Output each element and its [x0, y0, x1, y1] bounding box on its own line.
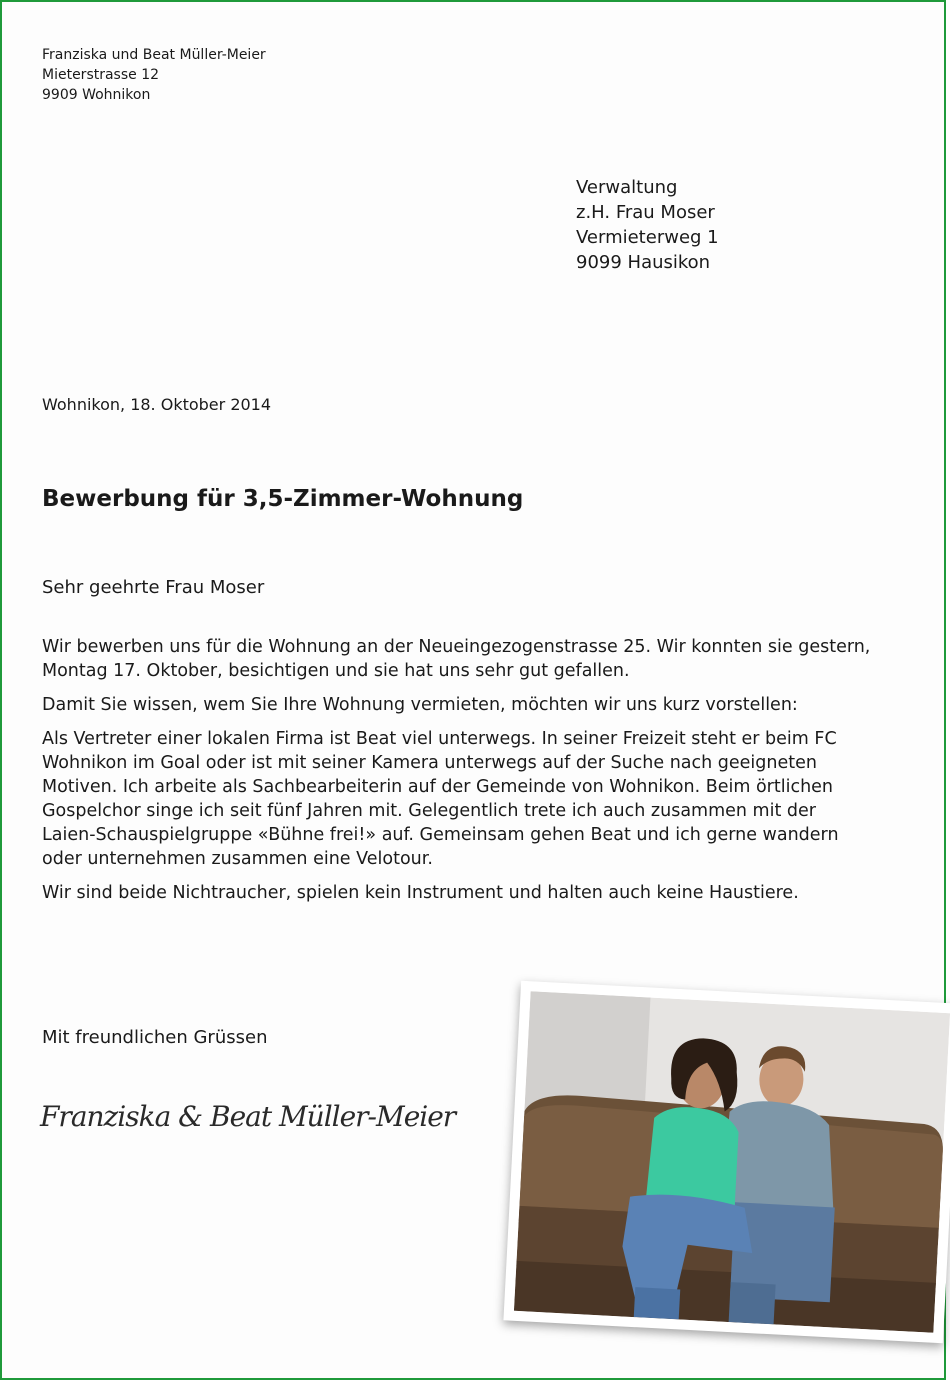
handwritten-signature: Franziska & Beat Müller-Meier [40, 1100, 456, 1133]
sender-name: Franziska und Beat Müller-Meier [42, 47, 266, 63]
paragraph: Als Vertreter einer lokalen Firma ist Beat viel unterwegs. In seiner Freizeit steht er beim FC Wohnikon im Goal oder ist mit seiner Kamera unterwegs auf der Suche nach geeigneten Motiven. Ich arbeite als Sachbearbeiterin auf der Gemeinde von Wohnikon. Beim örtlichen Gospelchor singe ich seit fünf Jahren mit. Gelegentlich trete ich auch zusammen mit der Laien-Schauspielgruppe «Bühne frei!» auf. Gemeinsam gehen Beat und ich gerne wandern oder unternehmen zusammen eine Velotour. [42, 729, 839, 869]
sender-city: 9909 Wohnikon [42, 87, 151, 103]
recipient-line-3: Vermieterweg 1 [576, 227, 719, 248]
paragraph: Wir sind beide Nichtraucher, spielen kein Instrument und halten auch keine Haustiere. [42, 883, 799, 903]
sender-street: Mieterstrasse 12 [42, 67, 160, 83]
closing: Mit freundlichen Grüssen [42, 1027, 268, 1048]
salutation: Sehr geehrte Frau Moser [42, 577, 265, 598]
couple-photo [503, 981, 950, 1344]
recipient-address [576, 175, 719, 275]
recipient-line-1: Verwaltung [576, 177, 678, 198]
recipient-line-4: 9099 Hausikon [576, 252, 711, 273]
paragraph: Damit Sie wissen, wem Sie Ihre Wohnung vermieten, möchten wir uns kurz vorstellen: [42, 695, 798, 715]
sender-address [42, 45, 266, 105]
paragraph: Wir bewerben uns für die Wohnung an der Neueingezogenstrasse 25. Wir konnten sie gestern, Montag 17. Oktober, besichtigen und sie hat uns sehr gut gefallen. [42, 637, 871, 681]
letter-subject: Bewerbung für 3,5-Zimmer-Wohnung [42, 486, 524, 512]
recipient-line-2: z.H. Frau Moser [576, 202, 715, 223]
letter-date: Wohnikon, 18. Oktober 2014 [42, 395, 272, 414]
couple-photo-image [514, 991, 950, 1333]
letter-body [42, 635, 872, 915]
